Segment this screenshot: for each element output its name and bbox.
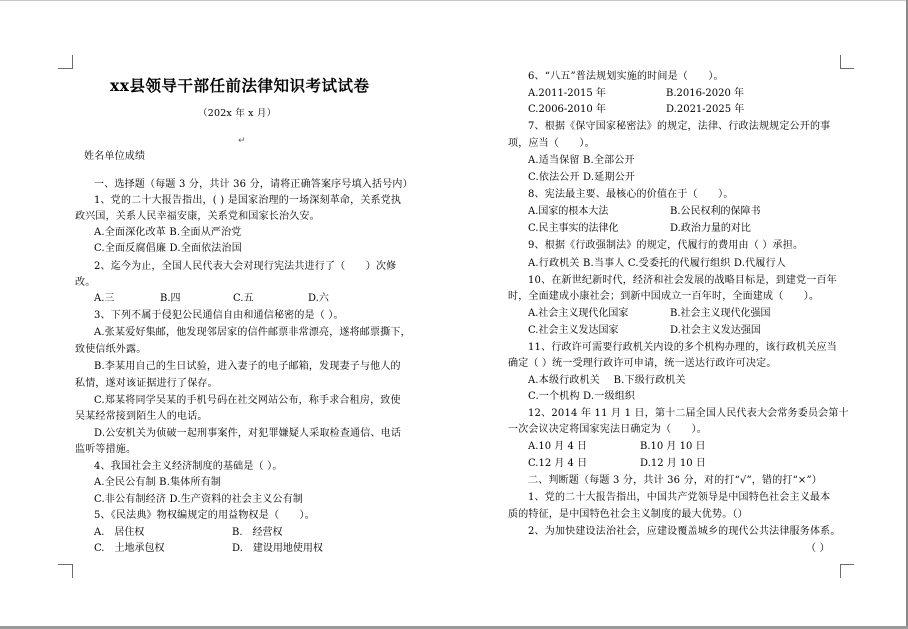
q1-options-cd[interactable]: C.全面反腐倡廉 D.全面依法治国: [94, 243, 242, 254]
q1-line1[interactable]: 1、党的二十大报告指出，( ) 是国家治理的一场深刻革命，关系党执: [94, 195, 402, 206]
q5-option-b[interactable]: B. 经营权: [232, 527, 283, 538]
q3-option-a-line2[interactable]: 致使信纸外露。: [75, 344, 147, 355]
q11-line1[interactable]: 11、行政许可需要行政机关内设的多个机构办理的，该行政机关应当: [528, 342, 837, 353]
crop-mark-tl-v: [72, 55, 73, 69]
q7-options-cd[interactable]: C.依法公开 D.延期公开: [528, 172, 636, 183]
j1-line2[interactable]: 质的特征，是中国特色社会主义制度的最大优势。（）: [508, 509, 748, 520]
j1-line1[interactable]: 1、党的二十大报告指出，中国共产党领导是中国特色社会主义最本: [528, 492, 831, 503]
crop-mark-tr-v: [840, 55, 841, 69]
crop-mark-br-h: [840, 564, 854, 565]
q8-line1[interactable]: 8、宪法最主要、最核心的价值在于（ ）。: [528, 189, 734, 200]
exam-date-line[interactable]: （202x 年 x 月）: [198, 108, 277, 119]
q10-option-b[interactable]: B.社会主义现代化强国: [670, 308, 771, 319]
q10-line1[interactable]: 10、在新世纪新时代，经济和社会发展的战略目标是，到建党一百年: [528, 275, 837, 286]
q4-options-cd[interactable]: C.非公有制经济 D.生产资料的社会主义公有制: [94, 494, 304, 505]
q3-option-d-line2[interactable]: 监听等措施。: [75, 444, 137, 455]
q7-line1[interactable]: 7、根据《保守国家秘密法》的规定，法律、行政法规规定公开的事: [528, 121, 831, 132]
q11-options-cd[interactable]: C.一个机构 D.一级组织: [528, 391, 636, 402]
section1-heading[interactable]: 一、选择题（每题 3 分，共计 36 分，请将正确答案序号填入括号内）: [94, 179, 413, 190]
q2-line2[interactable]: 改。: [75, 277, 96, 288]
exam-title[interactable]: xx县领导干部任前法律知识考试试卷: [110, 76, 370, 95]
q2-option-c[interactable]: C.五: [233, 293, 254, 304]
q11-line2[interactable]: 确定（ ）统一受理行政许可申请，统一送达行政许可决定。: [508, 358, 777, 369]
q2-option-a[interactable]: A.三: [94, 293, 115, 304]
q6-option-b[interactable]: B.2016-2020 年: [666, 88, 744, 99]
paragraph-mark: ↵: [238, 136, 246, 146]
q6-option-d[interactable]: D.2021-2025 年: [666, 104, 745, 115]
q8-option-b[interactable]: B.公民权利的保障书: [670, 206, 761, 217]
window-top-edge: [0, 0, 906, 1]
q12-option-d[interactable]: D.12 月 10 日: [640, 458, 706, 469]
q5-option-c[interactable]: C. 土地承包权: [94, 543, 165, 554]
q4-line1[interactable]: 4、我国社会主义经济制度的基础是（ ）。: [94, 461, 283, 472]
q7-options-ab[interactable]: A.适当保留 B.全部公开: [528, 155, 635, 166]
q2-option-b[interactable]: B.四: [160, 293, 181, 304]
q12-line2[interactable]: 一次会议决定将国家宪法日确定为（ ）。: [508, 424, 707, 435]
q2-line1[interactable]: 2、迄今为止，全国人民代表大会对现行宪法共进行了（ ）次修: [94, 261, 397, 272]
q2-option-d[interactable]: D.六: [308, 293, 329, 304]
q10-option-d[interactable]: D.社会主义发达强国: [670, 325, 761, 336]
q10-line2[interactable]: 时，全面建成小康社会；到新中国成立一百年时，全面建成（ ）。: [508, 291, 820, 302]
q3-option-b-line2[interactable]: 私情，遂对该证据进行了保存。: [75, 378, 218, 389]
q3-option-a-line1[interactable]: A.张某爱好集邮，他发现邻居家的信件邮票非常漂亮，遂将邮票撕下，: [94, 327, 411, 338]
j2-line1[interactable]: 2、为加快建设法治社会，应建设覆盖城乡的现代公共法律服务体系。: [528, 526, 841, 537]
q3-option-c-line1[interactable]: C.郑某将同学吴某的手机号码在社交网站公布，称手求合租房，致使: [94, 395, 401, 406]
q3-option-d-line1[interactable]: D.公安机关为侦破一起刑事案件，对犯罪嫌疑人采取检查通信、电话: [94, 428, 402, 439]
crop-mark-tr-h: [840, 68, 854, 69]
q9-options[interactable]: A.行政机关 B.当事人 C.受委托的代履行组织 D.代履行人: [528, 258, 786, 269]
q6-line1[interactable]: 6、“八五”普法规划实施的时间是（ ）。: [528, 71, 724, 82]
candidate-info-line[interactable]: 姓名单位成绩: [84, 151, 146, 162]
crop-mark-bl-h: [58, 564, 72, 565]
q8-option-a[interactable]: A.国家的根本大法: [528, 206, 609, 217]
q1-line2[interactable]: 政兴国，关系人民幸福安康，关系党和国家长治久安。: [75, 211, 320, 222]
q3-option-c-line2[interactable]: 吴某经常接到陌生人的电话。: [75, 411, 208, 422]
q12-option-b[interactable]: B.10 月 10 日: [640, 441, 706, 452]
q9-line1[interactable]: 9、根据《行政强制法》的规定，代履行的费用由（ ）承担。: [528, 240, 804, 251]
q6-option-c[interactable]: C.2006-2010 年: [528, 104, 606, 115]
q3-line1[interactable]: 3、下列不属于侵犯公民通信自由和通信秘密的是（ ）。: [94, 310, 344, 321]
q8-option-d[interactable]: D.政治力量的对比: [670, 223, 751, 234]
crop-mark-br-v: [840, 564, 841, 578]
q12-option-a[interactable]: A.10 月 4 日: [528, 441, 588, 452]
q4-options-ab[interactable]: A.全民公有制 B.集体所有制: [94, 477, 222, 488]
crop-mark-tl-h: [58, 68, 72, 69]
crop-mark-bl-v: [72, 564, 73, 578]
q10-option-a[interactable]: A.社会主义现代化国家: [528, 308, 629, 319]
q7-line2[interactable]: 项，应当（ ）。: [508, 138, 595, 149]
q5-option-a[interactable]: A. 居住权: [94, 527, 145, 538]
q8-option-c[interactable]: C.民主事实的法律化: [528, 223, 619, 234]
section2-heading[interactable]: 二、判断题（每题 3 分，共计 36 分，对的打“√”，错的打“×”）: [528, 475, 823, 486]
q3-option-b-line1[interactable]: B.李某用自己的生日试验，进入妻子的电子邮箱，发现妻子与他人的: [94, 361, 401, 372]
j2-line2[interactable]: （ ）: [806, 543, 830, 554]
q11-options-ab[interactable]: A.本级行政机关 B.下级行政机关: [528, 375, 686, 386]
q1-options-ab[interactable]: A.全面深化改革 B.全面从严治党: [94, 227, 242, 238]
q12-option-c[interactable]: C.12 月 4 日: [528, 458, 588, 469]
q10-option-c[interactable]: C.社会主义发达国家: [528, 325, 619, 336]
q5-option-d[interactable]: D. 建设用地使用权: [232, 543, 323, 554]
q6-option-a[interactable]: A.2011-2015 年: [528, 88, 606, 99]
q5-line1[interactable]: 5、《民法典》物权编规定的用益物权是（ ）。: [94, 510, 315, 521]
q12-line1[interactable]: 12、2014 年 11 月 1 日，第十二届全国人民代表大会常务委员会第十: [528, 408, 849, 419]
